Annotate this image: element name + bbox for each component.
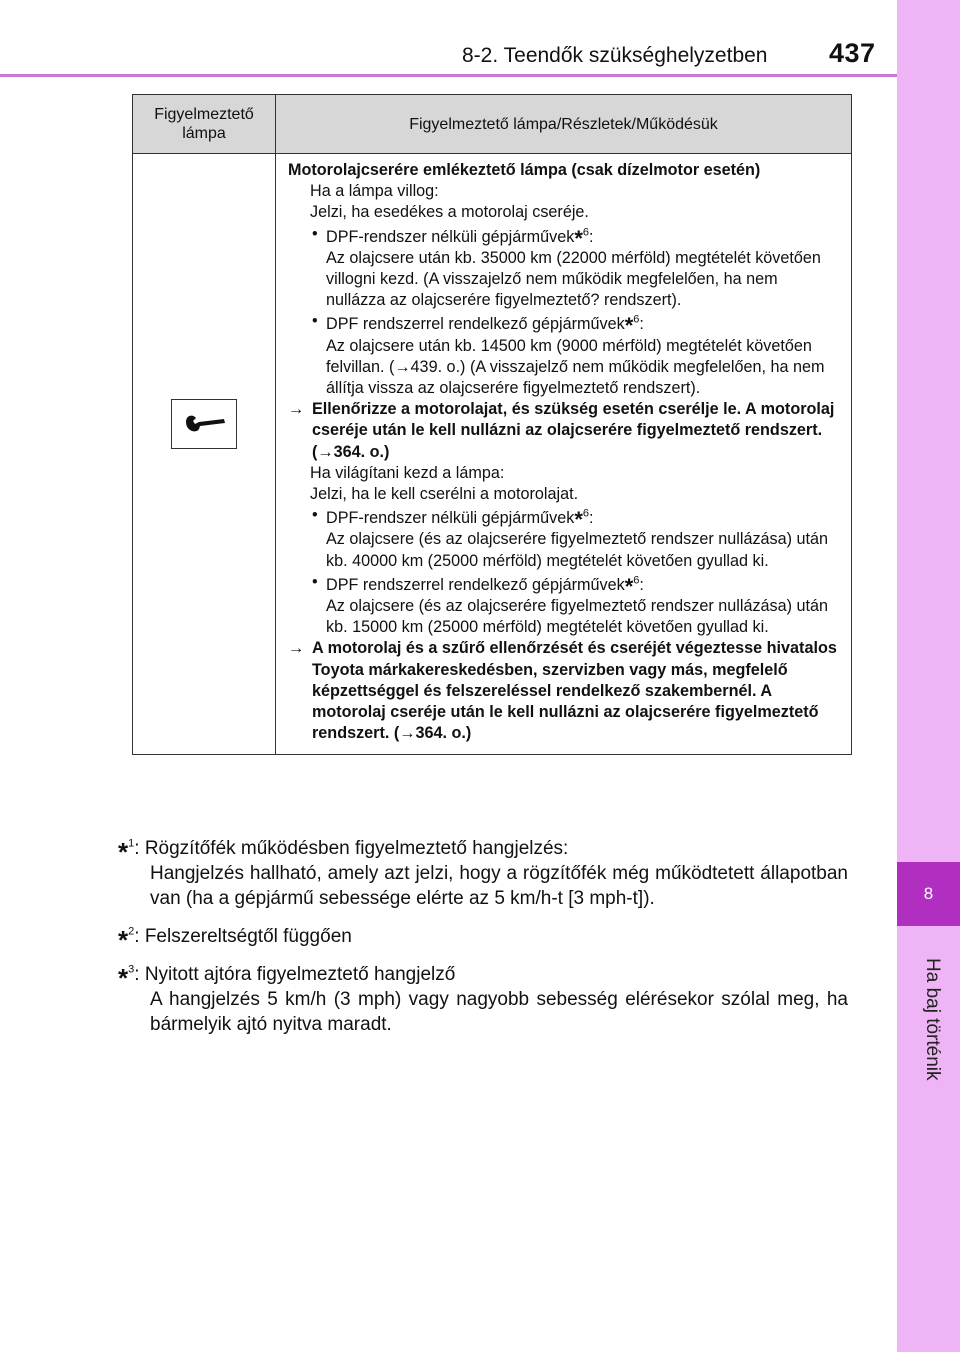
flash-desc: Jelzi, ha esedékes a motorolaj cseréje. [310,203,589,222]
footnote-3: *$^3$: Nyitott ajtóra figyelmeztető hangjelző A hangjelzés 5 km/h (3 mph) vagy nagyobb sebesség elérésekor szólal meg, ha bármelyik ajtó nyitva maradt. [118,963,848,1035]
footnote-star: * [624,573,634,599]
footnote-text: A hangjelzés 5 km/h (3 mph) vagy nagyobb sebesség elérésekor szólal meg, ha bármelyik ajtó nyitva maradt. [150,989,848,1035]
flash-bullet-2: • DPF rendszerrel rendelkező gépjárművek*$^6$: Az olajcsere után kb. 14500 km (9000 mérföld) megtételét követően felvillan. (→439. o.) (A visszajelző nem működik megfelelően, ha nem állítja vissza az olajcserére figyelmeztető rendszert). [288,311,837,399]
footnote-1: *$^1$: Rögzítőfék működésben figyelmeztető hangjelzés: Hangjelzés hallható, amely azt jelzi, hogy a rögzítőfék még működtetett állapotban van (ha a gépjármű sebessége elérte az 5 km/h-t [3 mph-t]). [118,837,848,909]
footnote-ref: 6 [582,507,589,520]
chapter-title[interactable]: Ha baj történik [922,958,943,1081]
header-rule [0,74,897,77]
footnote-ref: 6 [633,314,640,327]
table-row [133,154,852,755]
footnote-star: * [118,963,129,993]
icon-cell [133,154,276,755]
lit-bullet-1-text: Az olajcsere (és az olajcserére figyelmeztető rendszer nullázása) után kb. 40000 km (25000 mérföld) megtételét követően gyullad ki. [326,530,829,570]
flash-bullet-2-label: DPF rendszerrel rendelkező gépjárművek [326,315,625,334]
flash-bullet-1-text: Az olajcsere után kb. 35000 km (22000 mérföld) megtételét követően villogni kezd. (A visszajelző nem működik megfelelően, ha nem nullázza az olajcserére figyelmeztető? rendszert). [326,248,821,310]
footnote-star: * [574,507,583,533]
lit-action [288,638,837,744]
page-number: 437 [829,38,876,68]
section-title: 8-2. Teendők szükséghelyzetben [462,44,768,67]
flash-heading: Ha a lámpa villog: [310,182,439,201]
col-header-light: Figyelmeztető lámpa [133,95,276,154]
table-header-row [133,95,852,154]
footnote-label: Felszereltségtől függően [144,926,352,947]
footnote-num: 1 [128,837,135,850]
arrow-icon: → [288,400,305,419]
lit-desc: Jelzi, ha le kell cserélni a motorolajat. [310,485,579,504]
footnote-label: Nyitott ajtóra figyelmeztető hangjelző [144,964,456,985]
footnote-num: 3 [128,963,135,976]
flash-action [288,399,837,463]
lit-bullet-1-label: DPF-rendszer nélküli gépjárművek [326,509,575,528]
lit-bullet-2: • DPF rendszerrel rendelkező gépjárművek*$^6$: Az olajcsere (és az olajcserére figyelmeztető rendszer nullázása) után kb. 15000 km (25000 mérföld) megtételét követően gyullad ki. [288,572,837,639]
footnote-ref: 6 [582,226,589,239]
footnote-2: *$^2$: Felszereltségtől függően [118,925,352,955]
side-tab [897,0,960,1352]
flash-action-text: Ellenőrizze a motorolajat, és szükség esetén cserélje le. A motorolaj cseréje után le kell nullázni az olajcserére figyelmeztető rendszert. (→364. o.) [312,400,835,461]
lit-bullet-2-text: Az olajcsere (és az olajcserére figyelmeztető rendszer nullázása) után kb. 15000 km (25000 mérföld) megtételét követően gyullad ki. [326,597,829,637]
lit-bullet-1: • DPF-rendszer nélküli gépjárművek*$^6$: Az olajcsere (és az olajcserére figyelmeztető rendszer nullázása) után kb. 40000 km (25000 mérföld) megtételét követően gyullad ki. [288,505,837,572]
footnote-star: * [624,313,634,339]
footnote-star: * [118,925,129,955]
lit-action-text: A motorolaj és a szűrő ellenőrzését és cseréjét végeztesse hivatalos Toyota márkakereskedésben, szervizben vagy más, megfelelő képzettséggel és felszereléssel rendelkező szakembernél. A motorolaj cseréje után le kell nullázni az olajcserére figyelmeztető rendszert. (→364. o.) [312,639,837,743]
footnote-num: 2 [128,925,135,938]
row-title: Motorolajcserére emlékeztető lámpa (csak dízelmotor esetén) [288,161,761,179]
warning-light-table [132,94,852,755]
flash-bullet-1: • DPF-rendszer nélküli gépjárművek*$^6$: Az olajcsere után kb. 35000 km (22000 mérföld) megtételét követően villogni kezd. (A visszajelző nem működik megfelelően, ha nem nullázza az olajcserére figyelmeztető? rendszert). [288,224,837,312]
arrow-icon: → [288,639,305,658]
footnote-star: * [118,837,129,867]
lit-bullet-2-label: DPF rendszerrel rendelkező gépjárművek [326,575,625,594]
footnote-ref: 6 [633,574,640,587]
chapter-number-badge[interactable]: 8 [897,862,960,926]
details-cell [276,154,852,755]
wrench-icon [171,399,237,449]
flash-bullet-2-text: Az olajcsere után kb. 14500 km (9000 mérföld) megtételét követően felvillan. (→439. o.) (A visszajelző nem működik megfelelően, ha nem állítja vissza az olajcserére figyelmeztető rendszert). [326,336,825,398]
flash-bullet-1-label: DPF-rendszer nélküli gépjárművek [326,227,575,246]
footnote-label: Rögzítőfék működésben figyelmeztető hangjelzés: [144,838,569,859]
lit-heading: Ha világítani kezd a lámpa: [310,463,505,482]
footnotes [118,833,848,1047]
col-header-details: Figyelmeztető lámpa/Részletek/Működésük [276,95,852,154]
footnote-text: Hangjelzés hallható, amely azt jelzi, hogy a rögzítőfék még működtetett állapotban van (ha a gépjármű sebessége elérte az 5 km/h-t [3 mph-t]). [150,863,848,909]
footnote-star: * [574,225,583,251]
